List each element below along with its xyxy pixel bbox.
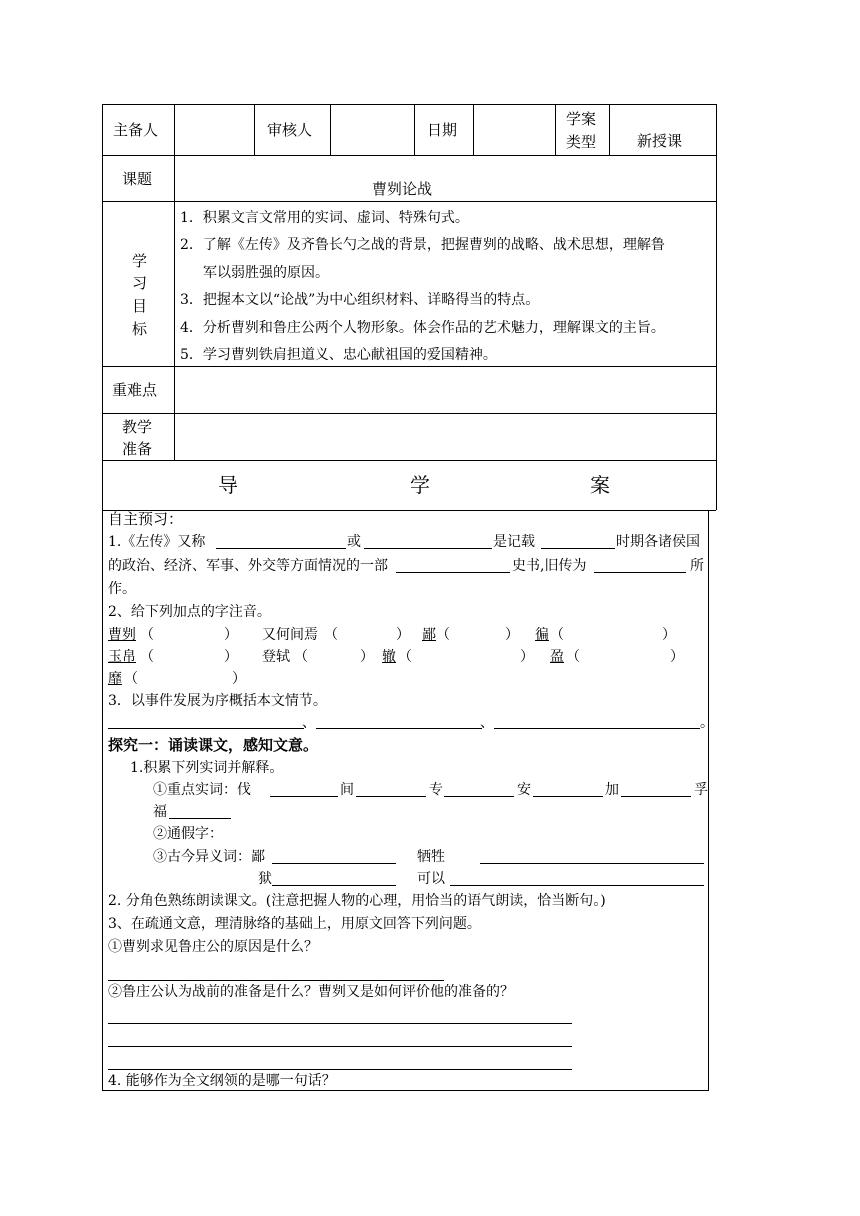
reviewer-label: 审核人 (267, 121, 313, 139)
word-2: 又何间焉 (262, 627, 318, 643)
s3-question-1: ①曹刿求见鲁庄公的原因是什么？ (108, 939, 318, 955)
s1-c: 专 (429, 782, 443, 798)
q2-text: 2、给下列加点的字注音。 (108, 604, 271, 620)
preview-title: 自主预习： (108, 510, 184, 528)
objective-item: 5．学习曹刿铁肩担道义、忠心献祖国的爱国精神。 (180, 347, 497, 363)
s1-e: 加 (605, 782, 619, 798)
word-9: 靡 (108, 671, 122, 687)
objective-item: 军以弱胜强的原因。 (203, 265, 329, 281)
key-points-label: 重难点 (112, 381, 158, 399)
q1-part-g: 所 (690, 558, 704, 574)
word-3: 鄙 (422, 627, 436, 643)
objective-item: 2．了解《左传》及齐鲁长勺之战的背景，把握曹刿的战略、战术思想，理解鲁 (180, 237, 665, 253)
explore-s3: 3、在疏通文意，理清脉络的基础上，用原文回答下列问题。 (108, 916, 481, 932)
word-bi-blank[interactable] (272, 863, 396, 864)
word-1: 曹刿 (108, 627, 136, 643)
word-6: 登轼 (262, 649, 290, 665)
word-keyi-blank[interactable] (450, 885, 704, 886)
s1-g: 福 (153, 804, 167, 820)
q3-blank-3[interactable] (494, 728, 700, 729)
word-an-blank[interactable] (533, 796, 603, 797)
s1-d: 安 (517, 782, 531, 798)
s1-a: ①重点实词：伐 (153, 782, 251, 798)
q1-blank-2[interactable] (364, 548, 492, 549)
word-4: 徧 (535, 627, 549, 643)
q1-part-d: 时期各诸侯国 (616, 534, 700, 550)
q1-blank-4[interactable] (396, 572, 510, 573)
s1-h: ②通假字： (153, 826, 223, 842)
word-fu-blank[interactable] (169, 818, 231, 819)
q1-part-a: 1.《左传》又称 (108, 534, 206, 550)
preparer-label: 主备人 (113, 121, 159, 139)
type-label-line2: 类型 (566, 133, 597, 151)
topic-label: 课题 (122, 170, 153, 188)
s3-answer-2b[interactable] (108, 1046, 572, 1047)
word-7: 辙 (382, 649, 396, 665)
s3-answer-2c[interactable] (108, 1069, 572, 1070)
q1-part-c: 是记载 (493, 534, 535, 550)
word-8: 盈 (550, 649, 564, 665)
word-fa-blank[interactable] (270, 796, 338, 797)
s3-question-2: ②鲁庄公认为战前的准备是什么？曹刿又是如何评价他的准备的？ (108, 984, 514, 1000)
prep-label-line1: 教学 (122, 418, 153, 436)
explore-s1: 1.积累下列实词并解释。 (130, 760, 284, 776)
objective-item: 3．把握本文以“论战”为中心组织材料、详略得当的特点。 (180, 292, 540, 308)
type-value: 新授课 (637, 132, 683, 150)
q3-blank-1[interactable] (108, 728, 304, 729)
word-jian-blank[interactable] (356, 796, 426, 797)
q1-part-h: 作。 (108, 581, 136, 597)
q1-blank-5[interactable] (594, 572, 686, 573)
word-5: 玉帛 (108, 649, 136, 665)
s1-f: 孚 (694, 782, 708, 798)
q1-blank-1[interactable] (216, 548, 346, 549)
s3-answer-1[interactable] (108, 980, 444, 981)
explore-s4: 4. 能够作为全文纲领的是哪一句话？ (108, 1073, 336, 1089)
date-label: 日期 (427, 121, 458, 139)
q1-part-e: 的政治、经济、军事、外交等方面情况的一部 (108, 558, 388, 574)
word-yu-blank[interactable] (272, 885, 396, 886)
topic-value: 曹刿论战 (372, 180, 433, 198)
s1-l: 可以 (417, 871, 445, 887)
objective-item: 4．分析曹刿和鲁庄公两个人物形象。体会作品的艺术魅力，理解课文的主旨。 (180, 320, 665, 336)
q1-part-b: 或 (347, 534, 361, 550)
explore-title: 探究一：诵读课文，感知文意。 (108, 736, 319, 754)
q1-part-f: 史书,旧传为 (512, 558, 587, 574)
q1-blank-3[interactable] (541, 548, 615, 549)
type-label-line1: 学案 (566, 110, 597, 128)
word-zhuan-blank[interactable] (444, 796, 514, 797)
q3-text: 3．以事件发展为序概括本文情节。 (108, 693, 327, 709)
q3-blank-2[interactable] (316, 728, 482, 729)
s1-i: ③古今异义词：鄙 (153, 849, 265, 865)
s1-k: 狱 (258, 871, 272, 887)
s3-answer-2a[interactable] (108, 1023, 572, 1024)
s1-b: 间 (340, 782, 354, 798)
objective-item: 1．积累文言文常用的实词、虚词、特殊句式。 (180, 210, 469, 226)
explore-s2: 2. 分角色熟练朗读课文。(注意把握人物的心理，用恰当的语气朗读，恰当断句。) (108, 893, 606, 909)
prep-label-line2: 准备 (122, 440, 153, 458)
s1-j: 牺牲 (417, 849, 445, 865)
word-xisheng-blank[interactable] (480, 863, 704, 864)
word-jia-blank[interactable] (621, 796, 691, 797)
